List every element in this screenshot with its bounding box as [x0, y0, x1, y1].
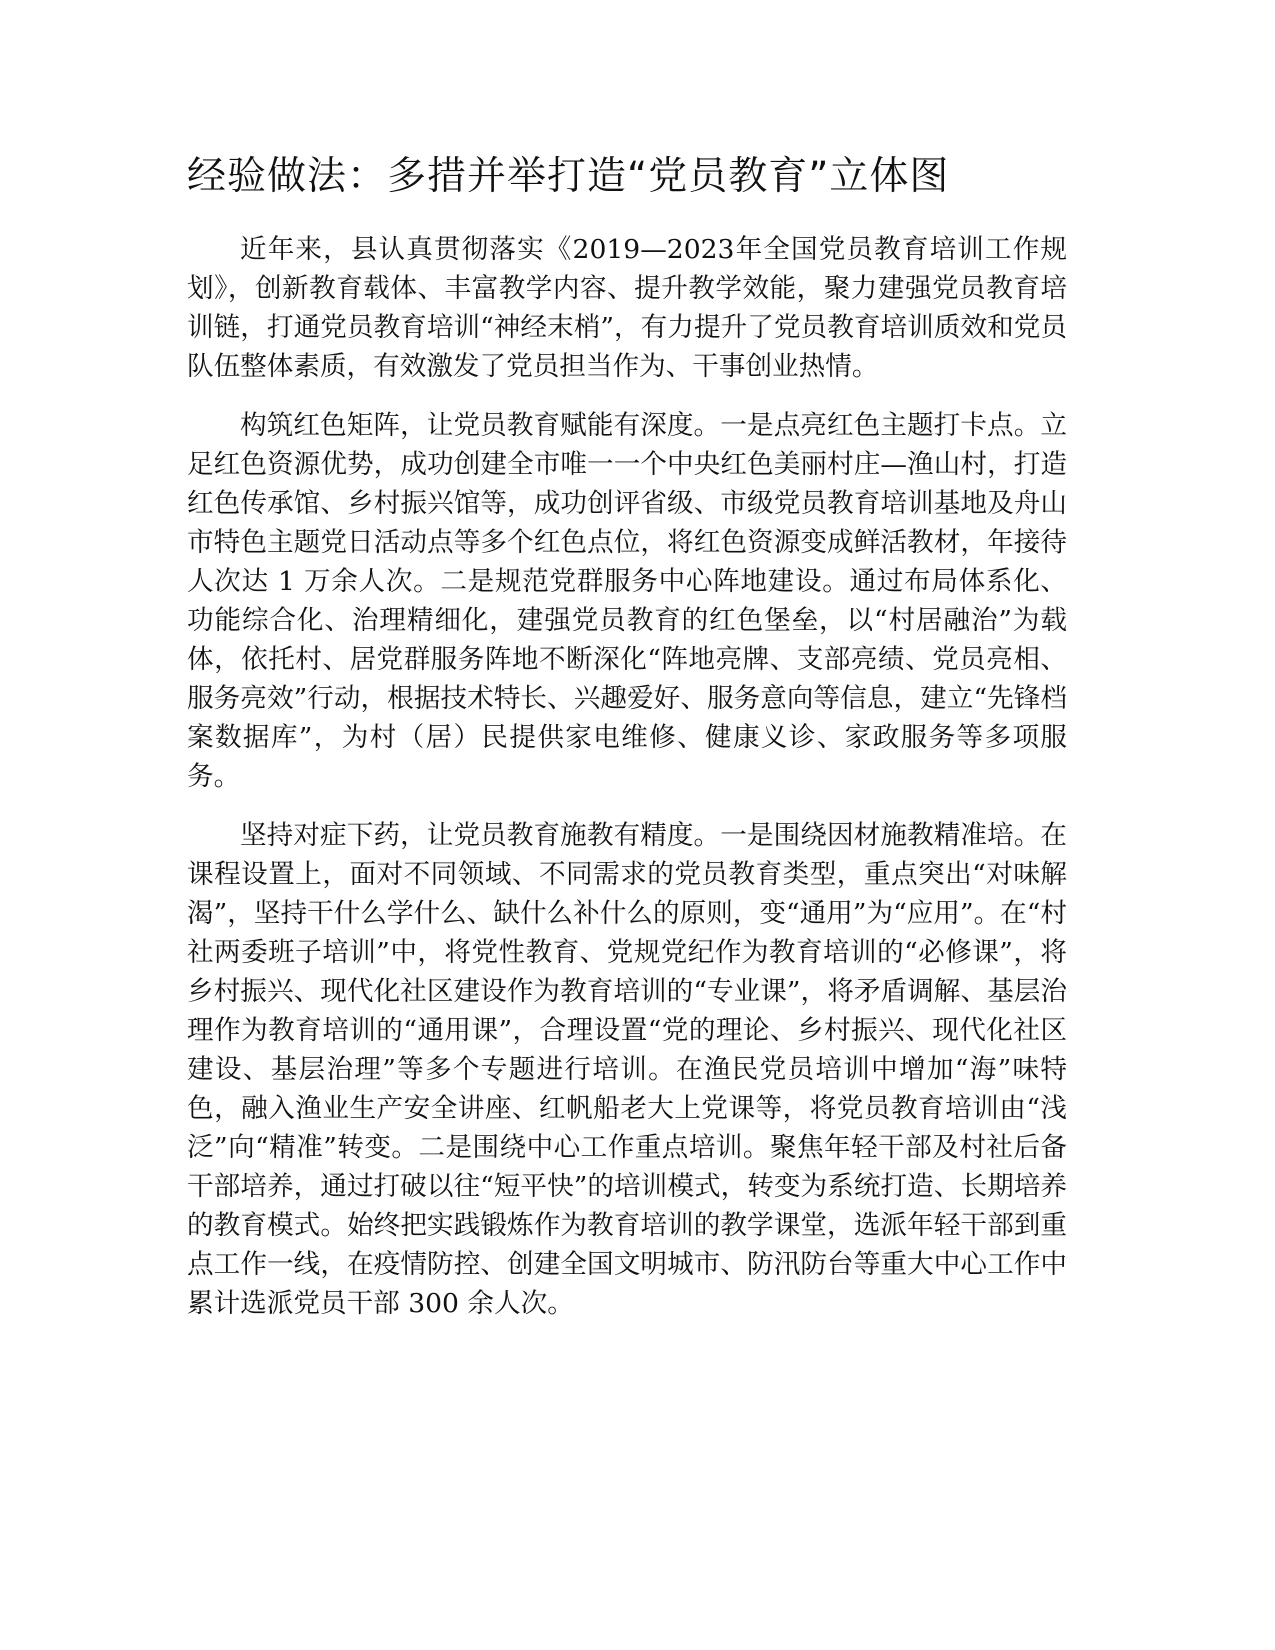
- paragraph-intro: 近年来，县认真贯彻落实《2019—2023年全国党员教育培训工作规划》，创新教育载体、丰富教学内容、提升教学效能，聚力建强党员教育培训链，打通党员教育培训“神经末梢”，有力提升了党员教育培训质效和党员队伍整体素质，有效激发了党员担当作为、干事创业热情。: [187, 234, 1067, 382]
- document-title: 经验做法：多措并举打造“党员教育”立体图: [187, 154, 950, 199]
- document-body: [187, 150, 1067, 1343]
- paragraph-targeted-teaching: 坚持对症下药，让党员教育施教有精度。一是围绕因材施教精准培。在课程设置上，面对不同领域、不同需求的党员教育类型，重点突出“对味解渴”，坚持干什么学什么、缺什么补什么的原则，变“通用”为“应用”。在“村社两委班子培训”中，将党性教育、党规党纪作为教育培训的“必修课”，将乡村振兴、现代化社区建设作为教育培训的“专业课”，将矛盾调解、基层治理作为教育培训的“通用课”，合理设置“党的理论、乡村振兴、现代化社区建设、基层治理”等多个专题进行培训。在渔民党员培训中增加“海”味特色，融入渔业生产安全讲座、红帆船老大上党课等，将党员教育培训由“浅泛”向“精准”转变。二是围绕中心工作重点培训。聚焦年轻干部及村社后备干部培养，通过打破以往“短平快”的培训模式，转变为系统打造、长期培养的教育模式。始终把实践锻炼作为教育培训的教学课堂，选派年轻干部到重点工作一线，在疫情防控、创建全国文明城市、防汛防台等重大中心工作中累计选派党员干部 300 余人次。: [187, 820, 1067, 1319]
- paragraph-red-matrix: 构筑红色矩阵，让党员教育赋能有深度。一是点亮红色主题打卡点。立足红色资源优势，成功创建全市唯一一个中央红色美丽村庄—渔山村，打造红色传承馆、乡村振兴馆等，成功创评省级、市级党员教育培训基地及舟山市特色主题党日活动点等多个红色点位，将红色资源变成鲜活教材，年接待人次达 1 万余人次。二是规范党群服务中心阵地建设。通过布局体系化、功能综合化、治理精细化，建强党员教育的红色堡垒，以“村居融治”为载体，依托村、居党群服务阵地不断深化“阵地亮牌、支部亮绩、党员亮相、服务亮效”行动，根据技术特长、兴趣爱好、服务意向等信息，建立“先锋档案数据库”，为村（居）民提供家电维修、健康义诊、家政服务等多项服务。: [187, 410, 1067, 792]
